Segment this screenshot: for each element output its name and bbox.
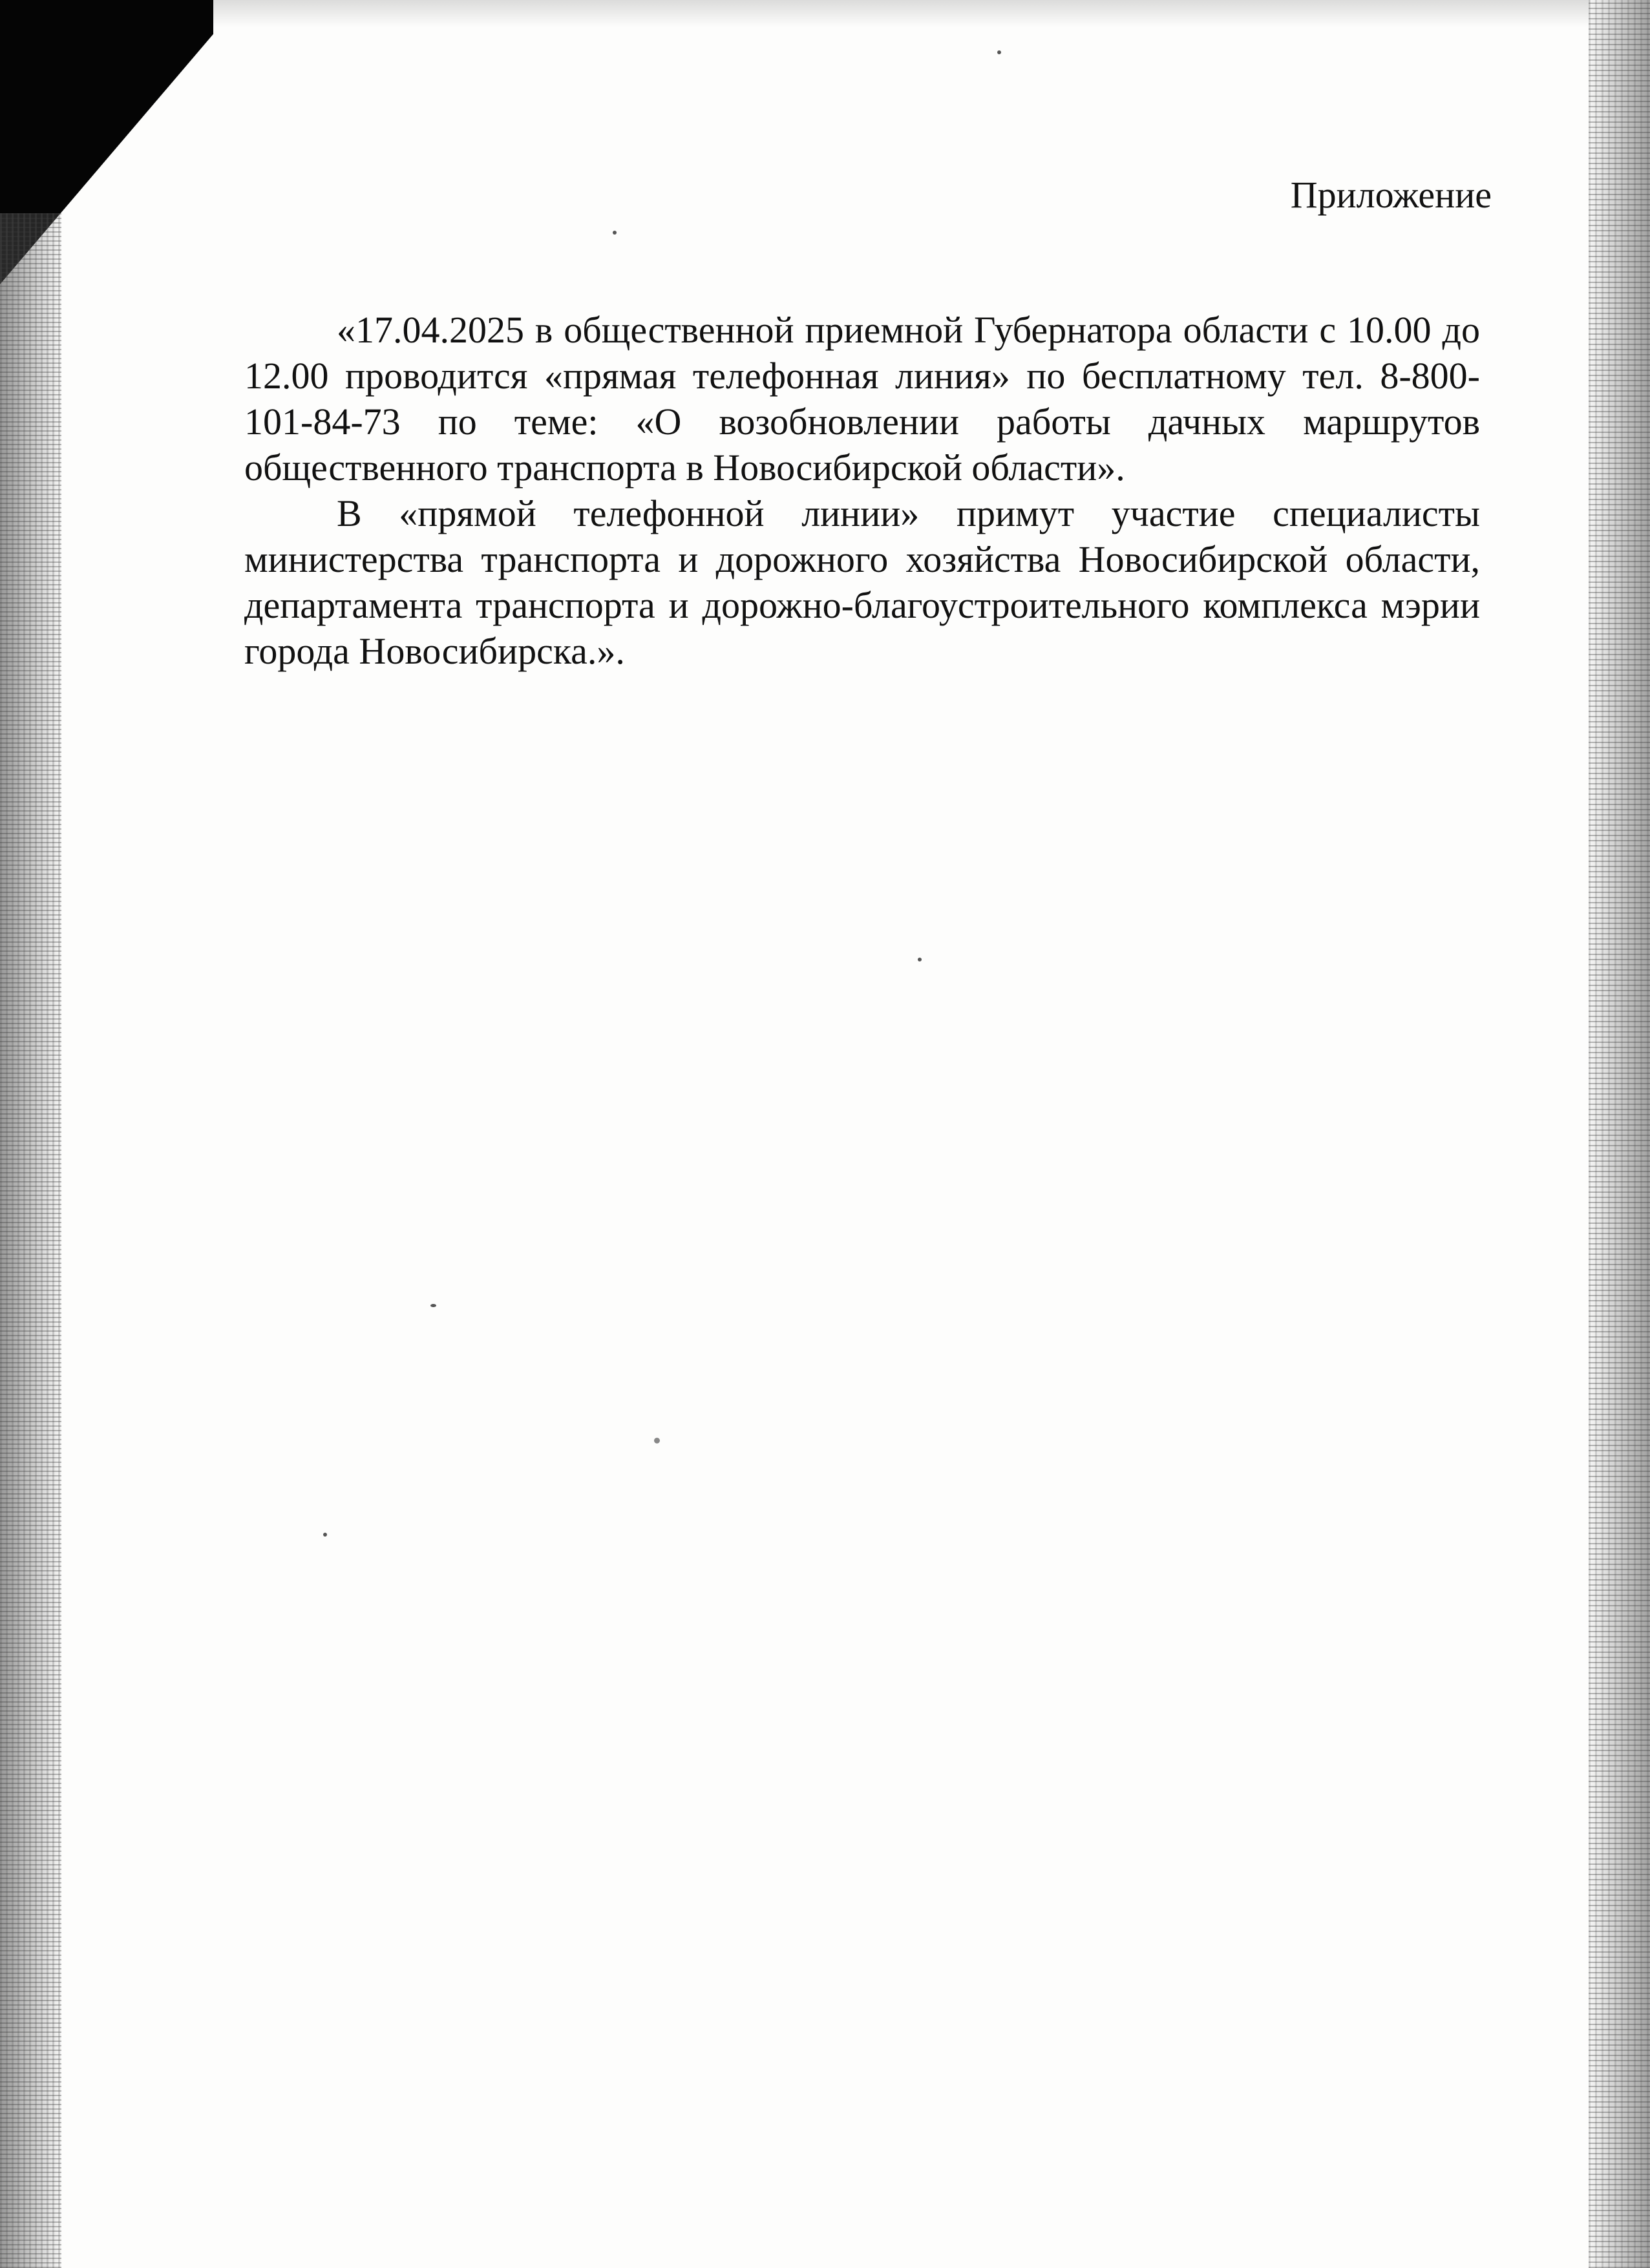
scan-left-edge xyxy=(0,213,61,2268)
document-body xyxy=(244,307,1480,674)
paragraph-participants: В «прямой телефонной линии» примут участие специалисты министерства транспорта и дорожного хозяйства Новосибирской области, департамента транспорта и дорожно-благоустроительного комплекса мэрии города Новосибирска.». xyxy=(244,492,1480,672)
scan-speck xyxy=(997,50,1001,54)
scan-speck xyxy=(654,1438,660,1444)
scan-speck xyxy=(323,1533,327,1537)
scan-right-edge xyxy=(1589,0,1650,2268)
scan-speck xyxy=(430,1304,436,1307)
scan-top-edge xyxy=(213,0,1590,27)
paragraph-announcement: «17.04.2025 в общественной приемной Губернатора области с 10.00 до 12.00 проводится «прямая телефонная линия» по бесплатному тел. 8-800-101-84-73 по теме: «О возобновлении работы дачных маршрутов общественного транспорта в Новосибирской области». xyxy=(244,309,1480,488)
scan-speck xyxy=(613,231,617,235)
scan-speck xyxy=(918,958,922,961)
appendix-label: Приложение xyxy=(1290,174,1492,216)
